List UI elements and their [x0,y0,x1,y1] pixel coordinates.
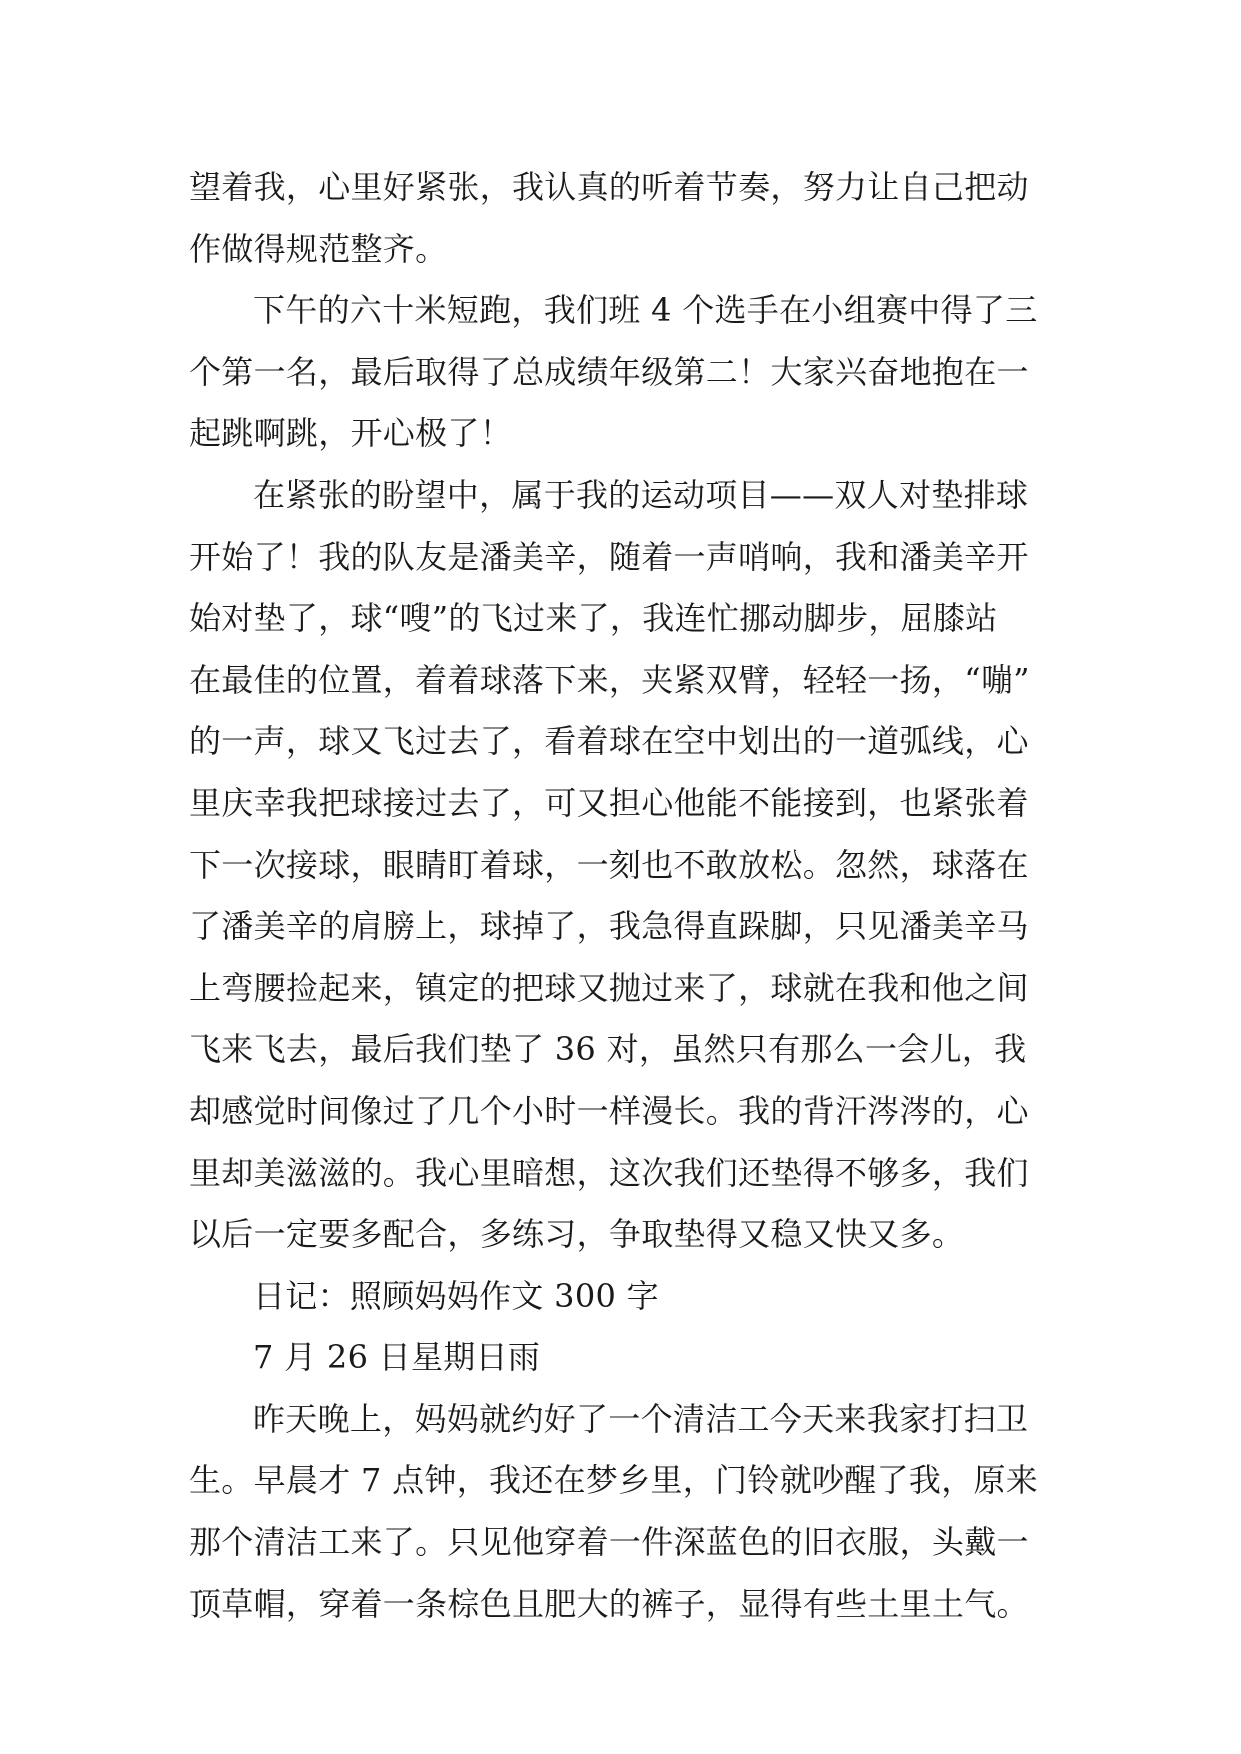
text-line: 里庆幸我把球接过去了，可又担心他能不能接到，也紧张着 [189,783,1029,822]
text-line: 望着我，心里好紧张，我认真的听着节奏，努力让自己把动 [189,168,1029,206]
text-line: 以后一定要多配合，多练习，争取垫得又稳又快又多。 [189,1215,965,1254]
text-line: 日记：照顾妈妈作文 300 字 [253,1276,659,1315]
text-line: 在最佳的位置，着着球落下来，夹紧双臂，轻轻一扬，“嘣” [189,660,1030,699]
text-line: 始对垫了，球“嗖”的飞过来了，我连忙挪动脚步，屈膝站 [189,599,998,638]
text-line: 作做得规范整齐。 [189,229,448,268]
text-line: 下午的六十米短跑，我们班 4 个选手在小组赛中得了三 [253,291,1038,330]
text-line: 那个清洁工来了。只见他穿着一件深蓝色的旧衣服，头戴一 [189,1523,1029,1562]
text-line: 生。早晨才 7 点钟，我还在梦乡里，门铃就吵醒了我，原来 [189,1461,1039,1500]
text-line: 上弯腰捡起来，镇定的把球又抛过来了，球就在我和他之间 [189,968,1029,1007]
text-line: 开始了！我的队友是潘美辛，随着一声哨响，我和潘美辛开 [189,537,1029,576]
text-line: 飞来飞去，最后我们垫了 36 对，虽然只有那么一会儿，我 [189,1030,1027,1069]
text-line: 的一声，球又飞过去了，看着球在空中划出的一道弧线，心 [189,722,1029,761]
text-line: 下一次接球，眼睛盯着球，一刻也不敢放松。忽然，球落在 [189,845,1029,884]
text-line: 却感觉时间像过了几个小时一样漫长。我的背汗涔涔的，心 [189,1091,1029,1130]
text-line: 起跳啊跳，开心极了！ [189,414,513,453]
text-line: 顶草帽，穿着一条棕色且肥大的裤子，显得有些土里土气。 [189,1584,1029,1623]
document-body [189,157,1069,1635]
text-line: 昨天晚上，妈妈就约好了一个清洁工今天来我家打扫卫 [253,1399,1029,1438]
text-line: 个第一名，最后取得了总成绩年级第二！大家兴奋地抱在一 [189,352,1029,391]
text-line: 7 月 26 日星期日雨 [253,1338,541,1377]
text-line: 在紧张的盼望中，属于我的运动项目——双人对垫排球 [253,475,1029,514]
text-line: 了潘美辛的肩膀上，球掉了，我急得直跺脚，只见潘美辛马 [189,907,1029,946]
text-line: 里却美滋滋的。我心里暗想，这次我们还垫得不够多，我们 [189,1153,1029,1192]
